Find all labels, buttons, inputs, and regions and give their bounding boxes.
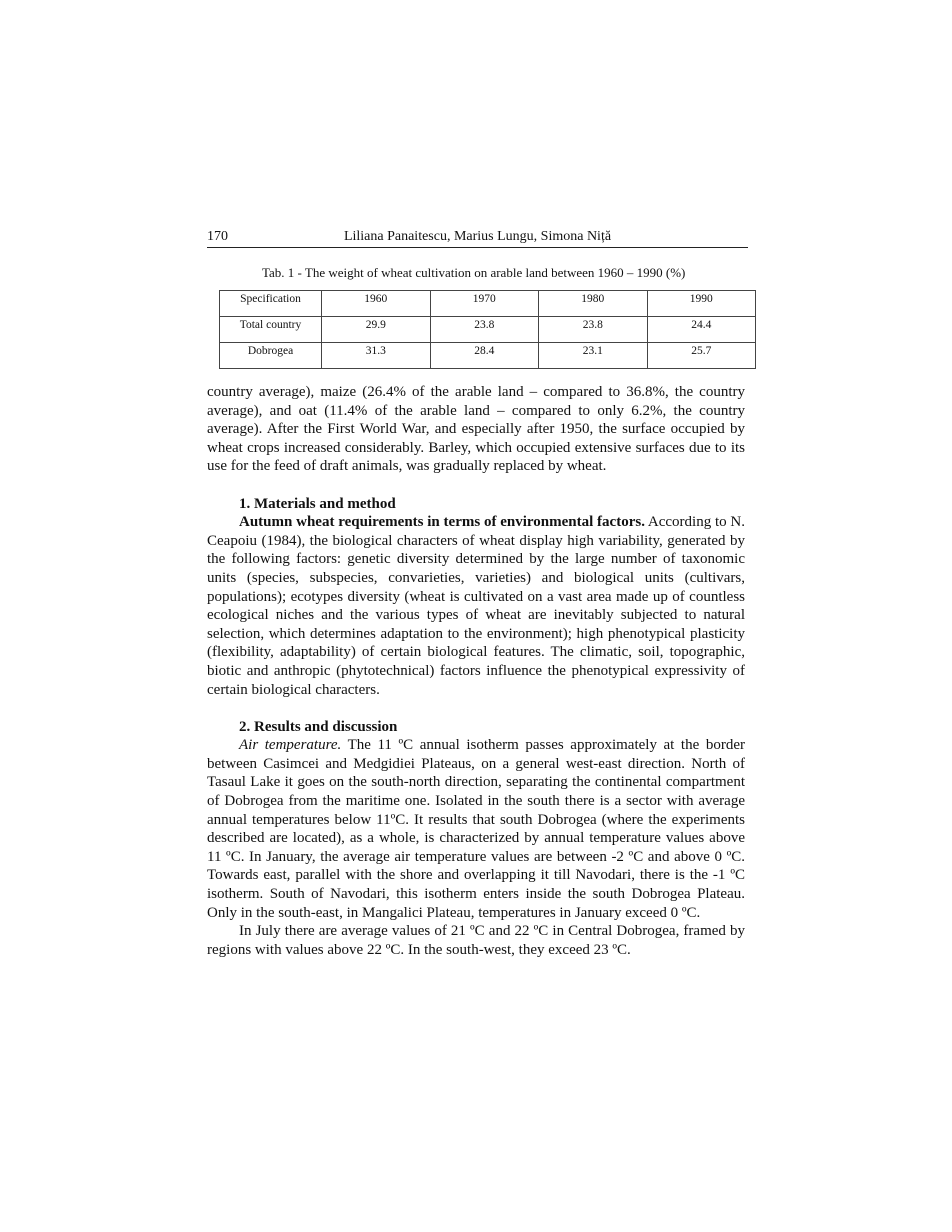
section-heading-results: 2. Results and discussion: [239, 718, 398, 735]
running-head-authors: Liliana Panaitescu, Marius Lungu, Simona Niță: [343, 229, 612, 244]
table-header-cell: 1970: [430, 291, 539, 317]
page-number: 170: [207, 229, 228, 244]
table-row-label: Total country: [220, 317, 322, 343]
paragraph-lead: Autumn wheat requirements in terms of environmental factors.: [239, 514, 645, 531]
table-cell: 25.7: [647, 343, 756, 369]
table-header-cell: 1990: [647, 291, 756, 317]
table-row: [220, 317, 756, 343]
table-header-cell: Specification: [220, 291, 322, 317]
paragraph: In July there are average values of 21 ºC and 22 ºC in Central Dobrogea, framed by regions with values above 22 ºC. In the south-west, they exceed 23 ºC.: [207, 923, 745, 958]
table-cell: 23.1: [539, 343, 648, 369]
table-cell: 23.8: [430, 317, 539, 343]
page-header: [207, 229, 748, 248]
wheat-weight-table: [219, 290, 756, 369]
table-row: [220, 343, 756, 369]
table-cell: 24.4: [647, 317, 756, 343]
table-cell: 29.9: [322, 317, 431, 343]
paragraph-text: According to N. Ceapoiu (1984), the biological characters of wheat display high variability, generated by the following factors: genetic diversity determined by the large number of taxonomic units (species, subspecies, convarieties, varieties) and biological units (cultivars, populations); ecotypes diversity (wheat is cultivated on a vast area made up of countless ecological niches and the various types of wheat are inevitably subjected to natural selection, which determines adaptation to the environment); high phenotypical plasticity (flexibility, adaptability) of certain biological features. The climatic, soil, topographic, biotic and anthropic (phytotechnical) factors influence the phenotypical expressivity of certain biological characters.: [207, 514, 746, 698]
table-row-label: Dobrogea: [220, 343, 322, 369]
paragraph: country average), maize (26.4% of the arable land – compared to 36.8%, the country average), and oat (11.4% of the arable land – compared to only 6.2%, the country average). After the First World War, and especially after 1950, the surface occupied by wheat crops increased considerably. Barley, which occupied extensive surfaces due to its use for the feed of draft animals, was gradually replaced by wheat.: [207, 384, 745, 475]
body-text: [207, 383, 745, 959]
table-caption: Tab. 1 - The weight of wheat cultivation on arable land between 1960 – 1990 (%): [262, 265, 686, 280]
table-header-cell: 1980: [539, 291, 648, 317]
table-header-cell: 1960: [322, 291, 431, 317]
paragraph: [207, 736, 745, 922]
table-cell: 23.8: [539, 317, 648, 343]
table-cell: 28.4: [430, 343, 539, 369]
paragraph: [207, 513, 745, 699]
paragraph-text: The 11 ºC annual isotherm passes approximately at the border between Casimcei and Medgidiei Plateaus, on a general west-east direction. North of Tasaul Lake it goes on the south-north direction, separating the continental compartment of Dobrogea from the maritime one. Isolated in the south there is a sector with average annual temperatures below 11ºC. It results that south Dobrogea (where the experiments described are located), as a whole, is characterized by annual temperature values above 11 ºC. In January, the average air temperature values are between -2 ºC and above 0 ºC. Towards east, parallel with the shore and overlapping it till Navodari, there is the -1 ºC isotherm. South of Navodari, this isotherm enters inside the south Dobrogea Plateau. Only in the south-east, in Mangalici Plateau, temperatures in January exceed 0 ºC.: [207, 737, 745, 921]
table-header-row: [220, 291, 756, 317]
table-cell: 31.3: [322, 343, 431, 369]
section-heading-materials: 1. Materials and method: [239, 495, 396, 512]
paragraph-lead: Air temperature.: [239, 737, 342, 754]
